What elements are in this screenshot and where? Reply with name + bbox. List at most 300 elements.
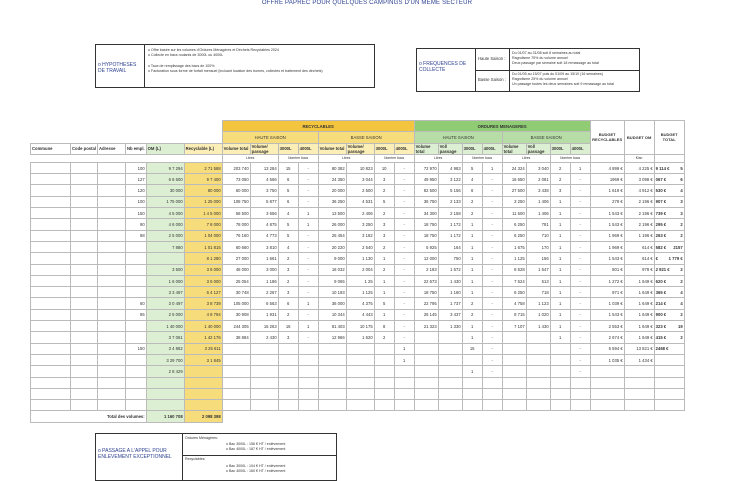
- value-cell: 82 500: [414, 185, 438, 196]
- recy-cell: 1 42 176: [184, 332, 222, 343]
- value-cell: 73 050: [222, 174, 250, 185]
- empty-cell: [462, 388, 482, 399]
- basse-line: Du 01/05 au 15/07 puis du 01/09 au 15/10 (16 semaines): [512, 72, 603, 76]
- value-cell: 5: [278, 185, 298, 196]
- value-cell: 1 125: [346, 287, 374, 298]
- empty-cell: [654, 400, 684, 411]
- value-cell: 16 032: [318, 264, 346, 275]
- value-cell: 1 406: [526, 208, 550, 219]
- budget-om-cell: 1 649 €: [624, 298, 654, 309]
- code-cell: [71, 253, 98, 264]
- budget-recy-cell: 4 899 €: [590, 162, 624, 173]
- value-cell: 18 750: [414, 219, 438, 230]
- budget-recy-cell: 1 543 €: [590, 208, 624, 219]
- recy-cell: 9 7 400: [184, 174, 222, 185]
- budget-total-cell: [654, 230, 684, 241]
- nb-cell: 127: [125, 174, 146, 185]
- budget-recyclables-header: BUDGET RECYCLABLES: [590, 121, 624, 155]
- value-cell: 48 000: [222, 264, 250, 275]
- table-row: [31, 208, 685, 219]
- budget-recy-cell: 279 €: [590, 196, 624, 207]
- value-cell: [318, 366, 346, 377]
- om-basse-header: BASSE SAISON: [502, 132, 590, 143]
- budget-om-cell: 13 821 €: [624, 343, 654, 354]
- value-cell: 1: [550, 253, 570, 264]
- budget-total-value: 2468 €: [655, 346, 669, 352]
- value-cell: [502, 354, 526, 365]
- recy-cell: [184, 366, 222, 377]
- value-cell: 78 000: [222, 219, 250, 230]
- budget-om-cell: 614 €: [624, 241, 654, 252]
- recy-title: Recyclables:: [185, 457, 206, 461]
- value-cell: 1: [550, 208, 570, 219]
- value-cell: 2 540: [346, 241, 374, 252]
- recy-cell: 1 25 000: [184, 196, 222, 207]
- budget-total-cell: [654, 241, 684, 252]
- code-cell: [71, 275, 98, 286]
- adresse-cell: [97, 264, 125, 275]
- empty-cell: [278, 388, 298, 399]
- value-cell: 2: [374, 208, 394, 219]
- nb-cell: [125, 332, 146, 343]
- value-cell: 710: [526, 230, 550, 241]
- om-cell: 1 6 000: [146, 275, 184, 286]
- col-header: 3000L: [374, 143, 394, 154]
- value-cell: -: [394, 298, 414, 309]
- empty-cell: [250, 388, 278, 399]
- value-cell: 1 406: [526, 196, 550, 207]
- value-cell: 3 122: [438, 174, 462, 185]
- value-cell: -: [570, 287, 590, 298]
- value-cell: 22 795: [414, 298, 438, 309]
- value-cell: 1: [462, 253, 482, 264]
- recy-cell: 1 04 000: [184, 230, 222, 241]
- value-cell: 781: [526, 219, 550, 230]
- value-cell: 36 750: [414, 196, 438, 207]
- empty-cell: [146, 388, 184, 399]
- om-title: Ordures Ménagères:: [185, 436, 218, 440]
- empty-cell: [526, 388, 550, 399]
- budget-total-cell: [654, 321, 684, 332]
- nb-cell: 120: [125, 185, 146, 196]
- empty-cell: [146, 400, 184, 411]
- empty-cell: [71, 400, 98, 411]
- col-header: Vol/ passage: [526, 143, 550, 154]
- budget-total-cell: [654, 219, 684, 230]
- code-cell: [71, 241, 98, 252]
- value-cell: [502, 332, 526, 343]
- value-cell: -: [298, 230, 318, 241]
- value-cell: 1 125: [502, 253, 526, 264]
- table-row: [31, 264, 685, 275]
- table-row: [31, 354, 685, 365]
- value-cell: -: [298, 185, 318, 196]
- value-cell: [438, 332, 462, 343]
- budget-recy-cell: 1 543 €: [590, 253, 624, 264]
- value-cell: 2: [374, 241, 394, 252]
- value-cell: 2 158: [438, 208, 462, 219]
- budget-om-cell: 1 196 €: [624, 230, 654, 241]
- value-cell: 1: [374, 287, 394, 298]
- value-cell: -: [298, 264, 318, 275]
- recy-haute-header: HAUTE SAISON: [222, 132, 318, 143]
- value-cell: 6 250: [502, 287, 526, 298]
- nb-cell: 88: [125, 230, 146, 241]
- value-cell: 5: [278, 219, 298, 230]
- value-cell: -: [482, 230, 502, 241]
- value-cell: [438, 354, 462, 365]
- value-cell: 60 000: [222, 185, 250, 196]
- value-cell: 3: [278, 264, 298, 275]
- value-cell: -: [482, 321, 502, 332]
- commune-cell: [31, 354, 71, 365]
- unit-label: Nombre bacs: [462, 154, 502, 162]
- budget-total-count: 2: [680, 312, 683, 318]
- empty-cell: [97, 377, 125, 388]
- code-cell: [71, 321, 98, 332]
- value-cell: 6 250: [502, 230, 526, 241]
- value-cell: 1: [550, 219, 570, 230]
- totals-row: [31, 411, 685, 422]
- om-cell: 2 5 000: [146, 230, 184, 241]
- value-cell: -: [482, 287, 502, 298]
- nb-cell: 100: [125, 162, 146, 173]
- commune-cell: [31, 332, 71, 343]
- value-cell: -: [482, 253, 502, 264]
- value-cell: 13 284: [250, 162, 278, 173]
- value-cell: 1 430: [438, 275, 462, 286]
- value-cell: [550, 354, 570, 365]
- om-cell: 3 0 497: [146, 298, 184, 309]
- budget-recy-cell: 1 969 €: [590, 241, 624, 252]
- budget-om-header: BUDGET OM: [624, 121, 654, 155]
- col-header: 4000L: [394, 143, 414, 154]
- empty-cell: [590, 388, 624, 399]
- value-cell: 1: [550, 264, 570, 275]
- budget-total-value: 295 €: [655, 222, 667, 228]
- value-cell: 2: [374, 332, 394, 343]
- code-cell: [71, 208, 98, 219]
- value-cell: 4 531: [346, 196, 374, 207]
- value-cell: 6: [278, 174, 298, 185]
- haute-line: Deux passage par semaine soit 18 remassage au total: [512, 61, 599, 65]
- value-cell: -: [570, 241, 590, 252]
- value-cell: 164: [438, 241, 462, 252]
- budget-total-cell: [654, 298, 684, 309]
- value-cell: -: [482, 366, 502, 377]
- value-cell: 1: [550, 321, 570, 332]
- commune-cell: [31, 230, 71, 241]
- value-cell: 1: [570, 162, 590, 173]
- value-cell: 1 186: [250, 275, 278, 286]
- value-cell: 26 145: [414, 309, 438, 320]
- code-cell: [71, 162, 98, 173]
- table-row: [31, 343, 685, 354]
- value-cell: 4 875: [250, 219, 278, 230]
- code-cell: [71, 354, 98, 365]
- recy-l-header: Recyclable (L): [184, 143, 222, 154]
- budget-total-count: 2: [680, 334, 683, 340]
- value-cell: [346, 343, 374, 354]
- value-cell: 3: [278, 332, 298, 343]
- value-cell: -: [394, 241, 414, 252]
- empty-cell: [414, 400, 438, 411]
- budget-recy-cell: 1 039 €: [590, 298, 624, 309]
- value-cell: 2: [278, 253, 298, 264]
- nb-cell: [125, 366, 146, 377]
- adresse-header: Adresse: [97, 143, 125, 154]
- om-price: o Bac 4000L : 187 € HT / enlèvement: [226, 447, 286, 451]
- value-cell: 49 950: [414, 174, 438, 185]
- value-cell: -: [570, 174, 590, 185]
- value-cell: 10: [374, 162, 394, 173]
- value-cell: 1: [298, 208, 318, 219]
- empty-cell: [550, 388, 570, 399]
- value-cell: 1: [462, 287, 482, 298]
- value-cell: 9 065: [318, 275, 346, 286]
- value-cell: 13 500: [318, 208, 346, 219]
- value-cell: 21 323: [414, 321, 438, 332]
- value-cell: 9 000: [318, 253, 346, 264]
- recy-basse-header: BASSE SAISON: [318, 132, 414, 143]
- value-cell: [374, 343, 394, 354]
- code-cell: [71, 298, 98, 309]
- code-cell: [71, 196, 98, 207]
- value-cell: -: [394, 219, 414, 230]
- value-cell: 1: [298, 298, 318, 309]
- empty-cell: [374, 388, 394, 399]
- nb-cell: 90: [125, 219, 146, 230]
- value-cell: -: [394, 287, 414, 298]
- empty-cell: [298, 388, 318, 399]
- om-cell: 2 8 429: [146, 366, 184, 377]
- value-cell: 6: [462, 185, 482, 196]
- value-cell: 6 563: [250, 298, 278, 309]
- budget-total-count: 5: [680, 165, 683, 171]
- budget-om-cell: 4 912 €: [624, 185, 654, 196]
- value-cell: [298, 343, 318, 354]
- value-cell: -: [570, 354, 590, 365]
- value-cell: 30 908: [222, 309, 250, 320]
- budget-total-count: 19: [677, 323, 683, 329]
- empty-cell: [570, 377, 590, 388]
- value-cell: 1: [462, 241, 482, 252]
- value-cell: 25 054: [222, 275, 250, 286]
- budget-total-count: 4: [680, 289, 683, 295]
- om-l-header: OM (L): [146, 143, 184, 154]
- value-cell: 10 344: [318, 309, 346, 320]
- recy-cell: 7 8 000: [184, 219, 222, 230]
- value-cell: -: [482, 343, 502, 354]
- budget-recy-cell: 1 969 €: [590, 230, 624, 241]
- om-cell: 1 40 000: [146, 321, 184, 332]
- hypothesis-line: o Taux de remplissage des bacs de 100%: [148, 64, 215, 68]
- value-cell: 2 406: [346, 208, 374, 219]
- commune-cell: [31, 275, 71, 286]
- value-cell: [278, 366, 298, 377]
- value-cell: 24 350: [318, 174, 346, 185]
- empty-cell: [298, 377, 318, 388]
- value-cell: -: [298, 309, 318, 320]
- om-cell: 7 880: [146, 241, 184, 252]
- empty-cell: [482, 377, 502, 388]
- unit-label: Nombre bacs: [374, 154, 414, 162]
- budget-recy-cell: 1 035 €: [590, 354, 624, 365]
- commune-cell: [31, 162, 71, 173]
- value-cell: 1: [462, 321, 482, 332]
- table-row: [31, 332, 685, 343]
- value-cell: [550, 343, 570, 354]
- om-cell: 4 5 000: [146, 208, 184, 219]
- value-cell: -: [482, 275, 502, 286]
- empty-cell: [654, 377, 684, 388]
- value-cell: -: [298, 174, 318, 185]
- value-cell: 5: [278, 230, 298, 241]
- nb-cell: 100: [125, 196, 146, 207]
- page-title: OFFRE PAPREC POUR QUELQUES CAMPINGS D'UN MÊME SECTEUR: [261, 0, 473, 6]
- empty-cell: [184, 377, 222, 388]
- value-cell: 60 660: [222, 241, 250, 252]
- value-cell: [550, 366, 570, 377]
- value-cell: 2 500: [346, 185, 374, 196]
- value-cell: -: [298, 162, 318, 173]
- value-cell: 72 970: [414, 162, 438, 173]
- value-cell: 15: [278, 162, 298, 173]
- value-cell: [278, 354, 298, 365]
- recy-cell: 1 01 815: [184, 241, 222, 252]
- table-row: [31, 174, 685, 185]
- value-cell: -: [482, 354, 502, 365]
- empty-cell: [31, 400, 71, 411]
- value-cell: [318, 354, 346, 365]
- nb-cell: [125, 287, 146, 298]
- budget-total-count: 2: [680, 267, 683, 273]
- budget-total-value: 9 114 €: [655, 165, 670, 171]
- empty-cell: [624, 377, 654, 388]
- value-cell: -: [570, 230, 590, 241]
- value-cell: -: [298, 241, 318, 252]
- empty-cell: [414, 388, 438, 399]
- empty-cell: [438, 377, 462, 388]
- value-cell: 3 810: [250, 241, 278, 252]
- empty-cell: [97, 400, 125, 411]
- budget-total-value: 900 €: [655, 312, 667, 318]
- unit-label: Nombre bacs: [278, 154, 318, 162]
- value-cell: 5: [374, 298, 394, 309]
- value-cell: 1: [298, 321, 318, 332]
- value-cell: 30 748: [222, 287, 250, 298]
- adresse-cell: [97, 354, 125, 365]
- value-cell: 2: [462, 298, 482, 309]
- value-cell: -: [482, 332, 502, 343]
- value-cell: 2: [374, 264, 394, 275]
- budget-total-cell: [654, 354, 684, 365]
- value-cell: 1: [298, 219, 318, 230]
- value-cell: 750: [438, 253, 462, 264]
- value-cell: [438, 366, 462, 377]
- om-cell: 2 5 000: [146, 309, 184, 320]
- empty-cell: [394, 377, 414, 388]
- value-cell: 10 175: [346, 321, 374, 332]
- om-cell: 3 500: [146, 264, 184, 275]
- budget-total-count: 3: [680, 199, 683, 205]
- value-cell: 36 250: [318, 196, 346, 207]
- adresse-cell: [97, 230, 125, 241]
- value-cell: -: [482, 185, 502, 196]
- recy-cell: 4 8 794: [184, 309, 222, 320]
- value-cell: [526, 354, 550, 365]
- value-cell: 1 931: [250, 309, 278, 320]
- value-cell: -: [570, 208, 590, 219]
- commune-cell: [31, 208, 71, 219]
- value-cell: [526, 332, 550, 343]
- value-cell: 1 172: [438, 219, 462, 230]
- budget-om-cell: 1 649 €: [624, 309, 654, 320]
- budget-om-cell: 3 098 €: [624, 174, 654, 185]
- empty-cell: [624, 388, 654, 399]
- table-row: [31, 185, 685, 196]
- basse-line: Un passage toutes les deux semaines soit 9 remassage au total: [512, 82, 614, 86]
- budget-recy-cell: 1 543 €: [590, 219, 624, 230]
- adresse-cell: [97, 219, 125, 230]
- value-cell: -: [394, 230, 414, 241]
- table-row: [31, 388, 685, 399]
- value-cell: 76 160: [222, 230, 250, 241]
- budget-total-count: 2: [680, 278, 683, 284]
- value-cell: -: [394, 196, 414, 207]
- value-cell: -: [570, 298, 590, 309]
- empty-cell: [71, 377, 98, 388]
- value-cell: 4 983: [438, 162, 462, 173]
- recy-cell: 3 25 611: [184, 343, 222, 354]
- empty-cell: [462, 400, 482, 411]
- nb-cell: [125, 253, 146, 264]
- value-cell: 12 000: [414, 253, 438, 264]
- value-cell: 6: [278, 298, 298, 309]
- hypothesis-line: o Offre basée sur les volumes d'Ordures Ménagères et Déchets Recyclables 2024: [148, 48, 279, 52]
- hypothesis-line: o Collecte en bacs roulants de 3000L ou 4000L: [148, 53, 224, 57]
- om-cell: 9 7 294: [146, 162, 184, 173]
- value-cell: 1 020: [526, 309, 550, 320]
- basse-saison-label: Basse Saison :: [478, 77, 506, 82]
- haute-line: Du 01/07 au 31/08 soit 8 semaines au total: [512, 51, 581, 55]
- value-cell: -: [298, 332, 318, 343]
- totals-om: 1 160 708: [146, 411, 184, 422]
- value-cell: -: [394, 309, 414, 320]
- budget-total-value: 415 €: [655, 334, 667, 340]
- value-cell: 2: [550, 174, 570, 185]
- value-cell: 1 25: [346, 275, 374, 286]
- exceptionnel-box: [95, 433, 337, 481]
- code-cell: [71, 366, 98, 377]
- budget-total-cell: [654, 196, 684, 207]
- value-cell: 2 081: [526, 174, 550, 185]
- empty-cell: [250, 400, 278, 411]
- budget-om-cell: 978 €: [624, 264, 654, 275]
- value-cell: [346, 354, 374, 365]
- budget-total-cell: [654, 287, 684, 298]
- om-cell: 3 29 700: [146, 354, 184, 365]
- budget-om-cell: 614 €: [624, 253, 654, 264]
- value-cell: [298, 354, 318, 365]
- value-cell: -: [570, 185, 590, 196]
- col-header: Volume total: [222, 143, 250, 154]
- budget-total-value: 582 €: [655, 244, 667, 250]
- value-cell: -: [394, 332, 414, 343]
- budget-total-value: 365 €: [655, 289, 667, 295]
- value-cell: [414, 332, 438, 343]
- table-row: [31, 366, 685, 377]
